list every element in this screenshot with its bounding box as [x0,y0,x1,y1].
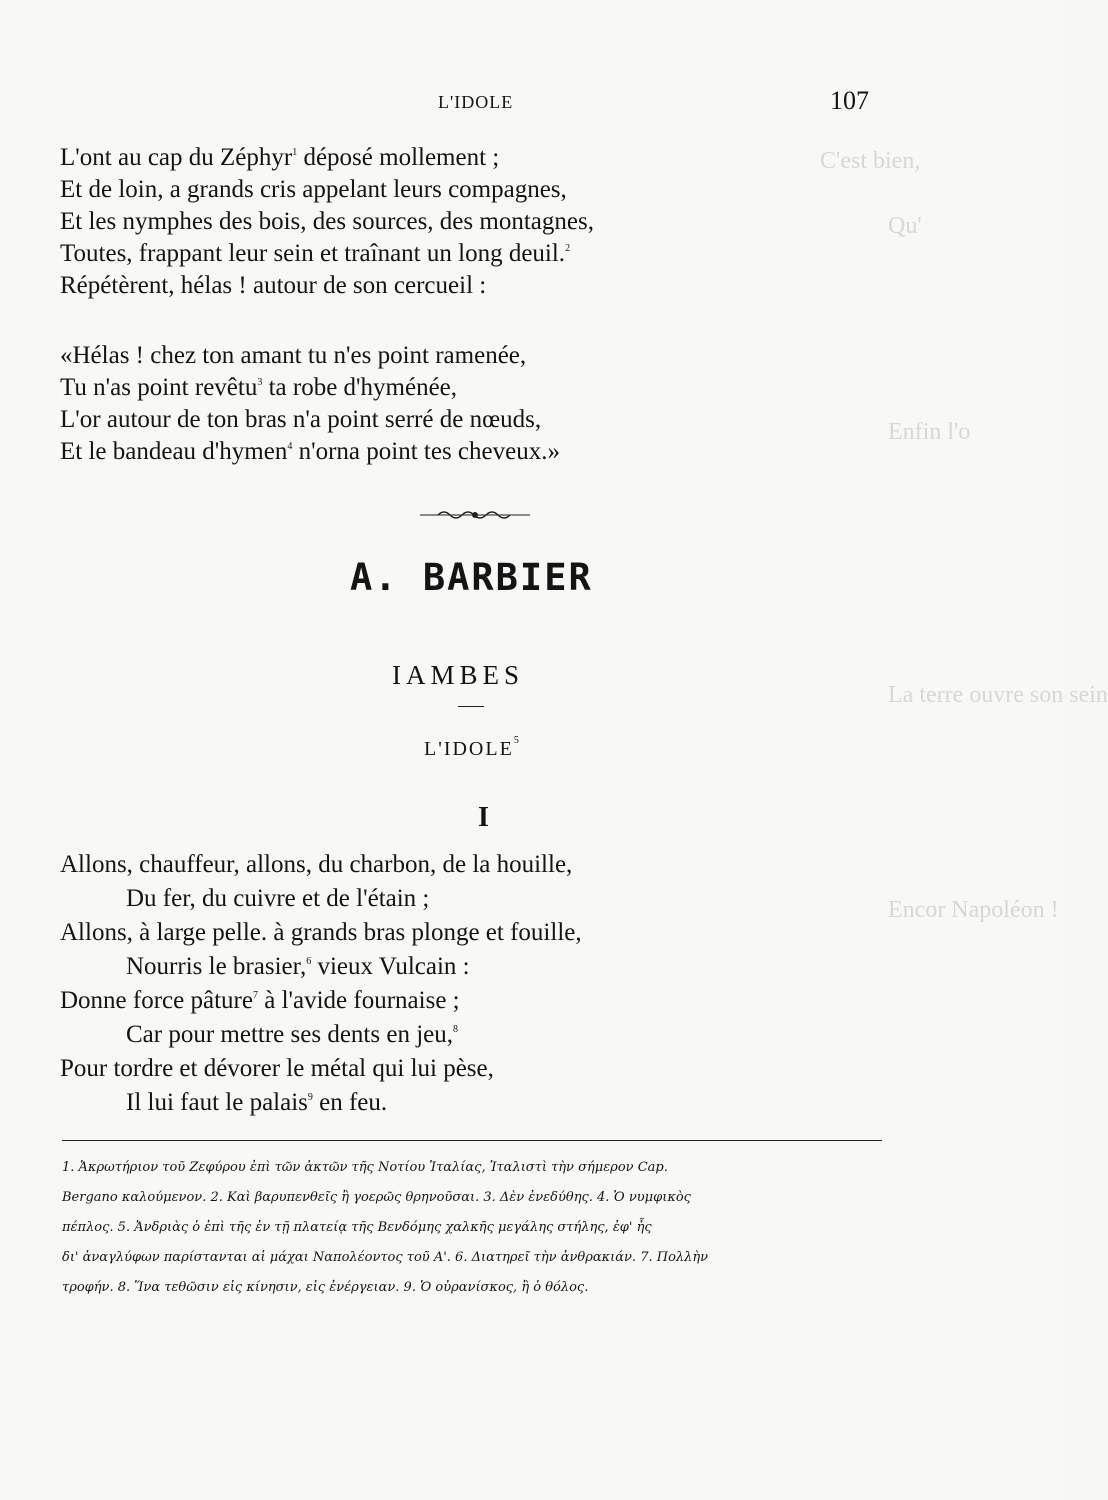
verse-text: «Hélas ! chez ton amant tu n'es point ramenée, [60,342,527,369]
verse-text: à l'avide fournaise ; [257,987,460,1014]
verse-text: Et le bandeau d'hymen [60,438,288,465]
verse-line [60,882,582,916]
footnote-reference: 6 [306,956,312,967]
verse-text: Allons, à large pelle. à grands bras plonge et fouille, [60,919,582,946]
footnote-divider [62,1140,882,1141]
main-poem [60,848,582,1120]
verse-text: L'ont au cap du Zéphyr [60,144,293,171]
verse-text: Du fer, du cuivre et de l'étain ; [126,885,430,912]
verse-text: Car pour mettre ses dents en jeu, [126,1021,453,1048]
verse-text: Et de loin, a grands cris appelant leurs compagnes, [60,176,567,203]
footnote-line: 1. Ἀκρωτήριον τοῦ Ζεφύρου ἐπὶ τῶν ἀκτῶν τῆς Νοτίου Ἰταλίας, Ἰταλιστὶ τὴν σήμερον Cap. [62,1160,668,1175]
footnote-reference: 4 [287,441,293,452]
title-divider [458,706,484,707]
footnote-line: Bergano καλούμενον. 2. Καὶ βαρυπενθεῖς ἢ γοερῶς θρηνοῦσαι. 3. Δὲν ἐνεδύθης. 4. Ὁ νυμφικὸς [62,1190,691,1205]
footnote-line: δι' ἀναγλύφων παρίστανται αἱ μάχαι Ναπολέοντος τοῦ Α'. 6. Διατηρεῖ τὴν ἀνθρακιάν. 7. Πολλὴν [62,1250,709,1265]
verse-line [60,142,594,174]
verse-text: Donne force pâture [60,987,253,1014]
verse-line [60,1086,582,1120]
verse-text: vieux Vulcain : [311,953,470,980]
verse-line [60,340,560,372]
verse-text: Nourris le brasier, [126,953,307,980]
footnote-line: πέπλος. 5. Ἀνδριὰς ὁ ἐπὶ τῆς ἐν τῇ πλατείᾳ τῆς Βενδόμης χαλκῆς μεγάλης στήλης, ἐφ' ἧς [62,1220,652,1235]
verse-text: en feu. [312,1089,388,1116]
ornament-rule-icon [420,506,530,524]
footnote-reference: 5 [513,735,521,746]
section-number: I [478,802,489,833]
footnote-reference: 9 [307,1092,313,1103]
page-number: 107 [830,86,869,115]
verse-text: ta robe d'hyménée, [262,374,458,401]
verse-line [60,174,594,206]
show-through-text: Encor Napoléon ! [888,897,1059,923]
verse-text: Toutes, frappant leur sein et traînant un long deuil. [60,240,566,267]
verse-line [60,984,582,1018]
verse-text: L'or autour de ton bras n'a point serré de nœuds, [60,406,542,433]
verse-line [60,848,582,882]
verse-line [60,238,594,270]
verse-line [60,916,582,950]
show-through-text: Enfin l'o [888,419,971,445]
top-poem-stanza-1 [60,142,594,302]
verse-text: Pour tordre et dévorer le métal qui lui pèse, [60,1055,494,1082]
verse-text: Allons, chauffeur, allons, du charbon, de la houille, [60,851,573,878]
poem-title [424,735,521,761]
show-through-text: C'est bien, [820,148,921,174]
footnote-reference: 2 [565,243,571,254]
author-heading: A. BARBIER [350,556,593,599]
show-through-text: La terre ouvre son sein [888,682,1108,708]
verse-line [60,1018,582,1052]
footnote-reference: 1 [292,147,298,158]
show-through-text: Qu' [888,213,922,239]
verse-text: Tu n'as point revêtu [60,374,258,401]
running-head: L'IDOLE [438,92,514,112]
poem-title-text: L'IDOLE [424,738,514,760]
verse-line [60,404,560,436]
verse-line [60,1052,582,1086]
top-poem-stanza-2 [60,340,560,468]
verse-line [60,372,560,404]
verse-text: déposé mollement ; [297,144,500,171]
footnote-reference: 7 [252,990,258,1001]
verse-line [60,270,594,302]
verse-text: Et les nymphes des bois, des sources, des montagnes, [60,208,594,235]
footnote-line: τροφήν. 8. Ἵνα τεθῶσιν εἰς κίνησιν, εἰς ἐνέργειαν. 9. Ὁ οὐρανίσκος, ἢ ὁ θόλος. [62,1280,589,1295]
verse-line [60,206,594,238]
collection-title: IAMBES [392,660,525,690]
verse-text: n'orna point tes cheveux.» [292,438,560,465]
footnotes [62,1153,890,1303]
verse-line [60,436,560,468]
verse-line [60,950,582,984]
verse-text: Il lui faut le palais [126,1089,308,1116]
footnote-reference: 3 [257,377,263,388]
footnote-reference: 8 [453,1024,458,1035]
verse-text: Répétèrent, hélas ! autour de son cercueil : [60,272,487,299]
